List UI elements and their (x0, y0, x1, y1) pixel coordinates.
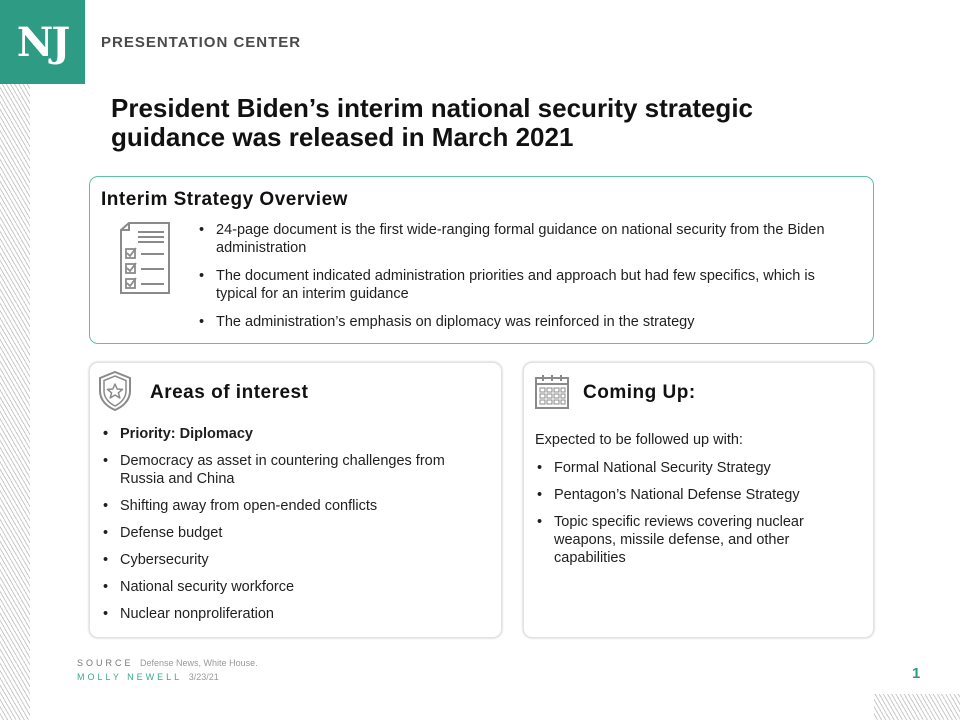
areas-bullet: • Nuclear nonproliferation (101, 605, 486, 623)
author-line (77, 672, 219, 682)
nj-logo: NJ (0, 0, 85, 84)
areas-bullet-priority: • Priority: Diplomacy (101, 425, 486, 443)
areas-bullet-list (101, 425, 486, 632)
areas-bullet: • Democracy as asset in countering challenges from Russia and China (101, 452, 486, 488)
coming-up-bullet: • Topic specific reviews covering nuclear weapons, missile defense, and other capabilities (535, 513, 860, 567)
areas-bullet: • Shifting away from open-ended conflicts (101, 497, 486, 515)
overview-heading: Interim Strategy Overview (101, 189, 348, 210)
page-number: 1 (912, 665, 921, 682)
source-text: Defense News, White House. (140, 658, 258, 668)
areas-of-interest-card (89, 362, 502, 638)
areas-heading: Areas of interest (150, 382, 309, 403)
slide-title: President Biden’s interim national security strategic guidance was released in March 2021 (111, 93, 754, 152)
coming-up-card (523, 362, 874, 638)
coming-up-intro: Expected to be followed up with: (535, 432, 743, 448)
overview-bullet: • The administration’s emphasis on diplomacy was reinforced in the strategy (197, 313, 857, 331)
hatch-pattern-left (0, 84, 30, 720)
coming-up-bullet: • Pentagon’s National Defense Strategy (535, 486, 860, 504)
coming-up-heading: Coming Up: (583, 382, 696, 403)
author-name: MOLLY NEWELL (77, 672, 183, 682)
author-date: 3/23/21 (188, 672, 219, 682)
overview-bullet: • 24-page document is the first wide-ranging formal guidance on national security from the Biden administration (197, 221, 857, 257)
areas-bullet: • Defense budget (101, 524, 486, 542)
overview-card (89, 176, 874, 344)
areas-bullet: • Cybersecurity (101, 551, 486, 569)
hatch-pattern-bottom-right (874, 694, 960, 720)
checklist-icon (118, 222, 172, 294)
coming-up-bullet: • Formal National Security Strategy (535, 459, 860, 477)
overview-bullet-list (197, 221, 857, 341)
source-note (77, 658, 258, 668)
overview-bullet: • The document indicated administration priorities and approach but had few specifics, which is typical for an interim guidance (197, 267, 857, 303)
source-label: SOURCE (77, 658, 134, 668)
areas-bullet: • National security workforce (101, 578, 486, 596)
calendar-icon (535, 375, 569, 409)
shield-star-icon (98, 371, 132, 411)
coming-up-bullet-list (535, 459, 860, 576)
org-name: PRESENTATION CENTER (101, 34, 302, 51)
